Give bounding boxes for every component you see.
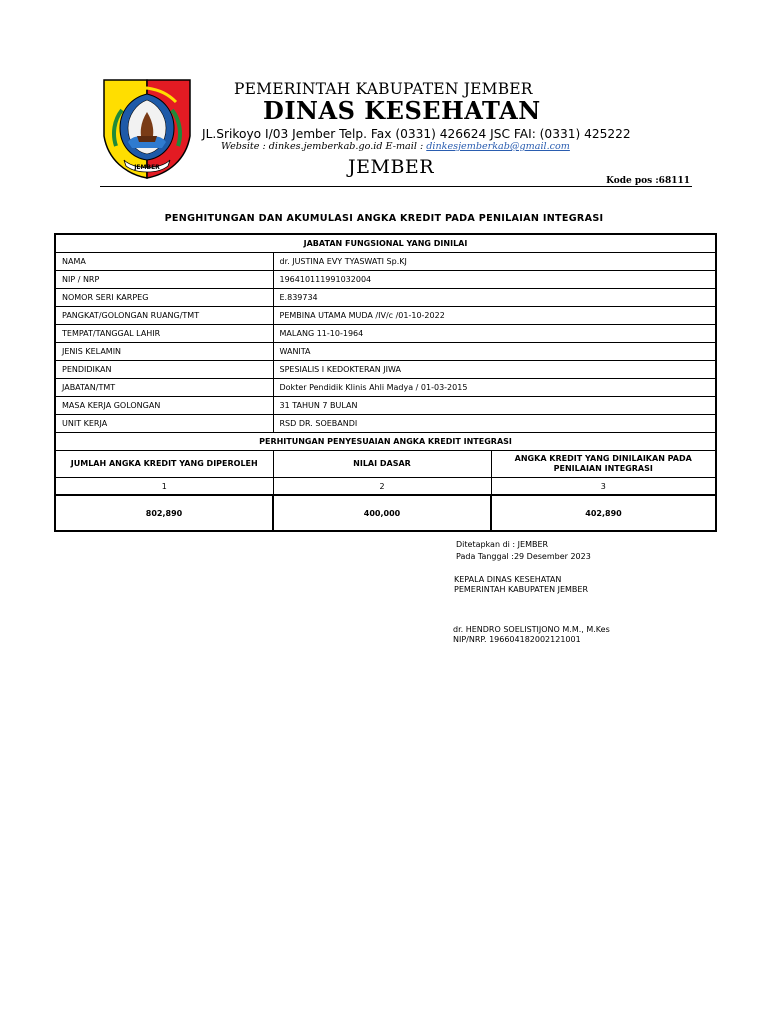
section2-header: PERHITUNGAN PENYESUAIAN ANGKA KREDIT INTEGRASI bbox=[55, 433, 716, 451]
integrated-credit-value: 402,890 bbox=[491, 495, 716, 531]
signatory-name: dr. HENDRO SOELISTIJONO M.M., M.Kes bbox=[453, 625, 610, 634]
table-row bbox=[55, 361, 716, 379]
table-row bbox=[55, 271, 716, 289]
website-text: Website : dinkes.jemberkab.go.id E-mail : bbox=[221, 141, 424, 152]
document-title: PENGHITUNGAN DAN AKUMULASI ANGKA KREDIT PADA PENILAIAN INTEGRASI bbox=[164, 213, 604, 224]
section-header-row bbox=[55, 234, 716, 253]
table-row bbox=[55, 253, 716, 271]
row-value: SPESIALIS I KEDOKTERAN JIWA bbox=[273, 361, 716, 379]
value-row bbox=[55, 495, 716, 531]
postal-code: Kode pos :68111 bbox=[606, 176, 690, 186]
signatory-nip: NIP/NRP. 196604182002121001 bbox=[453, 635, 581, 644]
row-label: JENIS KELAMIN bbox=[55, 343, 273, 361]
row-label: PANGKAT/GOLONGAN RUANG/TMT bbox=[55, 307, 273, 325]
section-header-row bbox=[55, 433, 716, 451]
row-value: 31 TAHUN 7 BULAN bbox=[273, 397, 716, 415]
credit-assessment-table bbox=[54, 233, 717, 532]
row-value: PEMBINA UTAMA MUDA /IV/c /01-10-2022 bbox=[273, 307, 716, 325]
email-link[interactable]: dinkesjemberkab@gmail.com bbox=[426, 141, 570, 152]
base-value: 400,000 bbox=[273, 495, 491, 531]
section1-header: JABATAN FUNGSIONAL YANG DINILAI bbox=[55, 234, 716, 253]
signatory-title-line2: PEMERINTAH KABUPATEN JEMBER bbox=[454, 585, 589, 594]
column-number: 1 bbox=[55, 478, 273, 496]
table-row bbox=[55, 397, 716, 415]
government-name: PEMERINTAH KABUPATEN JEMBER bbox=[234, 80, 533, 98]
row-value: MALANG 11-10-1964 bbox=[273, 325, 716, 343]
logo-caption: JEMBER bbox=[134, 164, 160, 171]
row-label: NIP / NRP bbox=[55, 271, 273, 289]
table-row bbox=[55, 379, 716, 397]
signature-place: Ditetapkan di : JEMBER bbox=[456, 540, 549, 549]
signature-date: Pada Tanggal :29 Desember 2023 bbox=[456, 552, 591, 561]
table-row bbox=[55, 343, 716, 361]
row-value: WANITA bbox=[273, 343, 716, 361]
table-row bbox=[55, 307, 716, 325]
column-number-row bbox=[55, 478, 716, 496]
table-row bbox=[55, 289, 716, 307]
row-value: E.839734 bbox=[273, 289, 716, 307]
column-header-row bbox=[55, 451, 716, 478]
signatory-title-line1: KEPALA DINAS KESEHATAN bbox=[454, 575, 562, 584]
row-label: MASA KERJA GOLONGAN bbox=[55, 397, 273, 415]
row-label: NOMOR SERI KARPEG bbox=[55, 289, 273, 307]
city-name: JEMBER bbox=[348, 156, 435, 178]
table-row bbox=[55, 325, 716, 343]
row-label: UNIT KERJA bbox=[55, 415, 273, 433]
website-line bbox=[221, 141, 570, 152]
letterhead bbox=[100, 76, 692, 194]
row-value: dr. JUSTINA EVY TYASWATI Sp.KJ bbox=[273, 253, 716, 271]
table-row bbox=[55, 415, 716, 433]
row-label: TEMPAT/TANGGAL LAHIR bbox=[55, 325, 273, 343]
column-number: 3 bbox=[491, 478, 716, 496]
column-number: 2 bbox=[273, 478, 491, 496]
letterhead-divider bbox=[100, 186, 692, 187]
column-header: ANGKA KREDIT YANG DINILAIKAN PADA PENILAIAN INTEGRASI bbox=[491, 451, 716, 478]
row-label: PENDIDIKAN bbox=[55, 361, 273, 379]
jember-regency-emblem-icon bbox=[100, 76, 194, 180]
column-header: JUMLAH ANGKA KREDIT YANG DIPEROLEH bbox=[55, 451, 273, 478]
column-header: NILAI DASAR bbox=[273, 451, 491, 478]
row-value: 196410111991032004 bbox=[273, 271, 716, 289]
row-label: JABATAN/TMT bbox=[55, 379, 273, 397]
row-label: NAMA bbox=[55, 253, 273, 271]
office-address: JL.Srikoyo I/03 Jember Telp. Fax (0331) 426624 JSC FAI: (0331) 425222 bbox=[202, 127, 631, 141]
department-name: DINAS KESEHATAN bbox=[263, 96, 541, 125]
row-value: RSD DR. SOEBANDI bbox=[273, 415, 716, 433]
total-credit-value: 802,890 bbox=[55, 495, 273, 531]
row-value: Dokter Pendidik Klinis Ahli Madya / 01-03-2015 bbox=[273, 379, 716, 397]
